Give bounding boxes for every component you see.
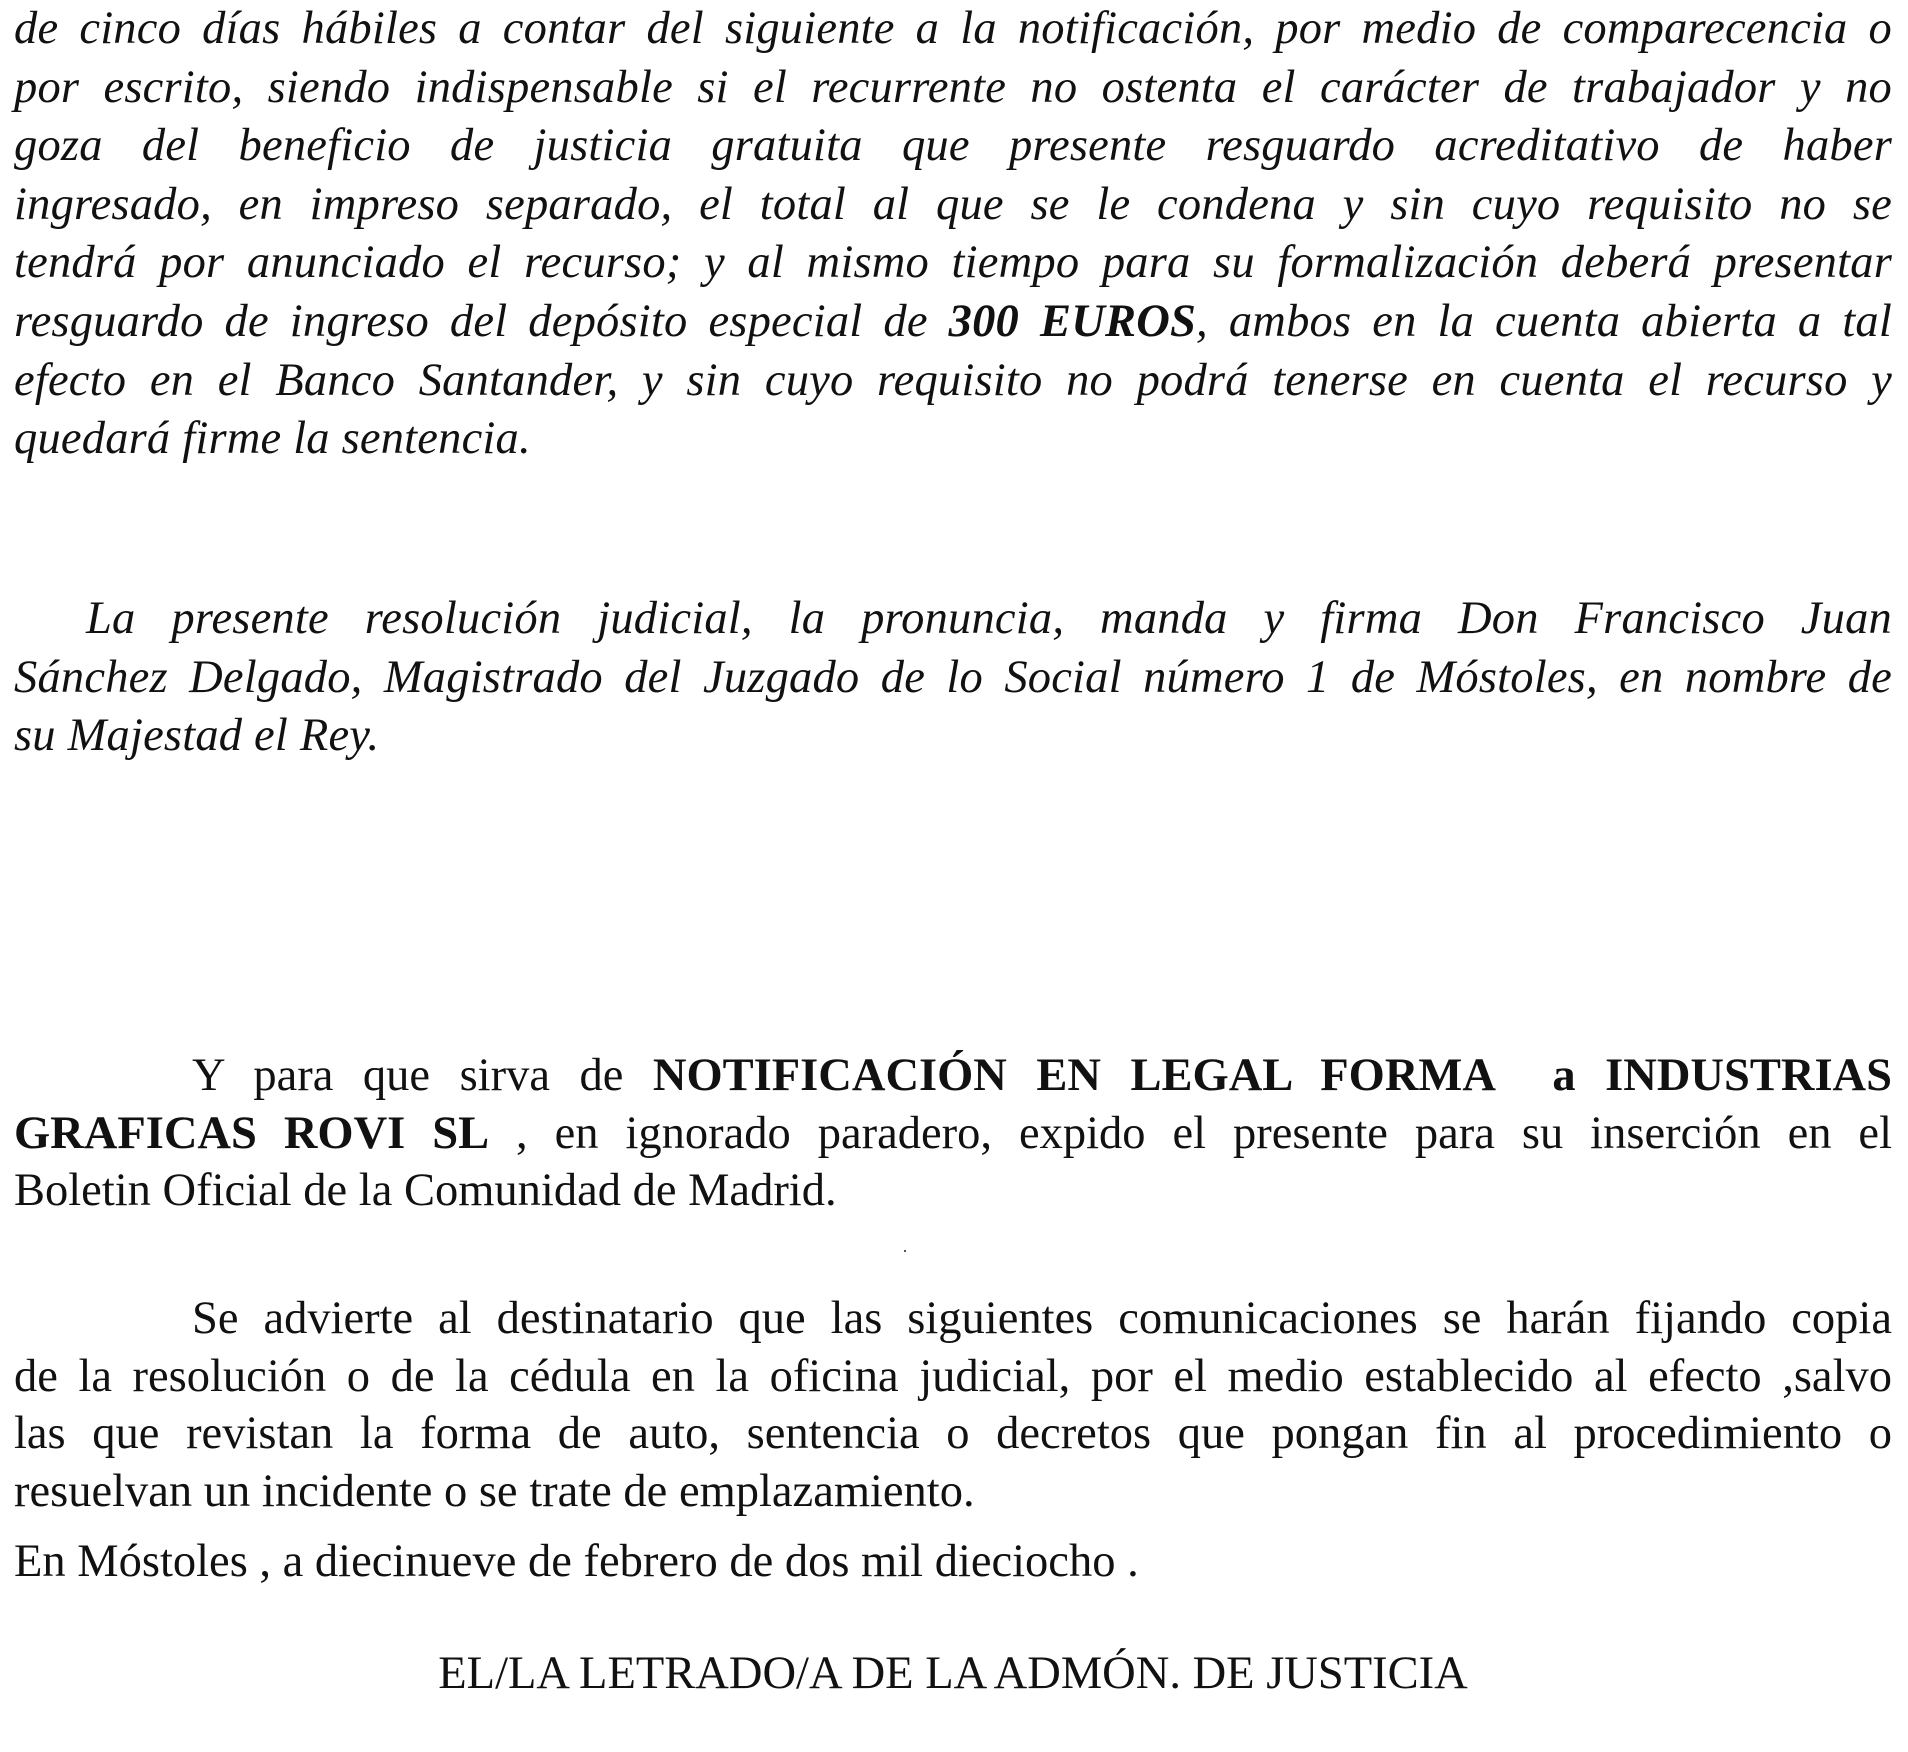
text-line: las que revistan la forma de auto, sentencia o decretos que pongan fin al procedimiento o	[14, 1408, 1892, 1459]
resolution-signature-paragraph	[14, 590, 1892, 766]
company-name: GRAFICAS ROVI SL	[14, 1107, 490, 1159]
text-run: Y para que sirva de	[192, 1050, 653, 1101]
warning-paragraph	[14, 1290, 1892, 1520]
text-line: su Majestad el Rey.	[14, 710, 380, 762]
text-line: Boletin Oficial de la Comunidad de Madrid.	[14, 1165, 837, 1216]
text-line: quedará firme la sentencia.	[14, 413, 531, 465]
text-line: de la resolución o de la cédula en la oficina judicial, por el medio establecido al efecto ,salvo	[14, 1350, 1892, 1402]
text-line: por escrito, siendo indispensable si el recurrente no ostenta el carácter de trabajador y no	[14, 61, 1892, 113]
scan-artifact	[904, 1250, 906, 1252]
recurso-instructions-paragraph	[14, 0, 1892, 469]
signature-title	[14, 1645, 1892, 1703]
text-line: Sánchez Delgado, Magistrado del Juzgado de lo Social número 1 de Móstoles, en nombre de	[14, 651, 1892, 703]
text-line: de cinco días hábiles a contar del siguiente a la notificación, por medio de comparecencia o	[14, 3, 1892, 54]
text-run: , ambos en la cuenta abierta a tal	[1196, 295, 1892, 347]
text-run: , en ignorado paradero, expido el presente para su inserción en el	[489, 1107, 1892, 1159]
notification-heading: NOTIFICACIÓN EN LEGAL FORMA a INDUSTRIAS	[652, 1050, 1892, 1101]
text-line	[14, 293, 1892, 352]
text-line: En Móstoles , a diecinueve de febrero de dos mil dieciocho .	[14, 1536, 1139, 1587]
notification-paragraph	[14, 1047, 1892, 1220]
place-date-line	[14, 1533, 1892, 1591]
text-line	[14, 1105, 1892, 1163]
text-line: La presente resolución judicial, la pronuncia, manda y firma Don Francisco Juan	[86, 593, 1892, 644]
text-run: resguardo de ingreso del depósito especial de	[14, 295, 949, 347]
text-line: resuelvan un incidente o se trate de emplazamiento.	[14, 1465, 975, 1517]
text-line: EL/LA LETRADO/A DE LA ADMÓN. DE JUSTICIA	[438, 1648, 1468, 1699]
text-line	[14, 1047, 1892, 1105]
text-line: goza del beneficio de justicia gratuita que presente resguardo acreditativo de haber	[14, 120, 1892, 172]
text-line: ingresado, en impreso separado, el total al que se le condena y sin cuyo requisito no se	[14, 178, 1892, 230]
text-line: efecto en el Banco Santander, y sin cuyo requisito no podrá tenerse en cuenta el recurso y	[14, 354, 1892, 406]
text-line: Se advierte al destinatario que las siguientes comunicaciones se harán fijando copia	[192, 1293, 1892, 1344]
text-line: tendrá por anunciado el recurso; y al mismo tiempo para su formalización deberá presentar	[14, 237, 1892, 289]
deposit-amount: 300 EUROS	[948, 295, 1197, 347]
